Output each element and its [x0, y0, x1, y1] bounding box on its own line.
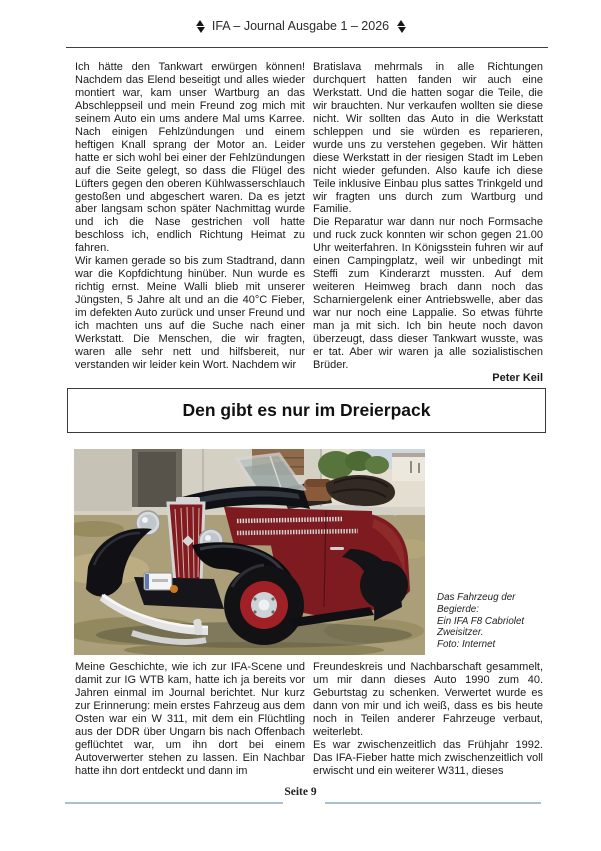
- story1-right-column: [313, 61, 543, 385]
- author-byline: Peter Keil: [492, 371, 543, 384]
- caption-line: Das Fahrzeug der Begierde:: [437, 592, 516, 615]
- header-divider: [66, 47, 548, 48]
- paragraph: Freundeskreis und Nachbarschaft gesammelt, um mir dann dieses Auto 1990 zum 40. Geburtstag zu schenken. Verwertet wurde es dann von mir und ich weiß, dass es bis heute noch in Teilen anderer Fahrzeuge verbaut, weiterlebt.: [313, 661, 543, 738]
- journal-title: IFA – Journal Ausgabe 1 – 2026: [211, 19, 390, 33]
- paragraph: Wir kamen gerade so bis zum Stadtrand, dann war die Kopfdichtung hinüber. Nun wurde es richtig ernst. Meine Walli blieb mit unserer Jüngsten, 5 Jahre alt und an die 40°C Fieber, im defekten Auto zurück und unser Freund und ich machten uns auf die Suche nach einer Werkstatt. Die Menschen, die wir fragten, waren alle sehr nett und hilfsbereit, nur verstanden wir leider kein Wort. Nachdem wir: [75, 255, 305, 371]
- page-footer: [0, 786, 601, 810]
- story2-left-column: [75, 661, 305, 778]
- page-header: [0, 19, 601, 33]
- story1-left-column: [75, 61, 305, 385]
- paragraph: Bratislava mehrmals in alle Richtungen durchquert hatten fanden wir auch eine Werkstatt. Und die hatten sogar die Teile, die wir brauchten. Nur verkaufen wollten sie diese nicht. Wir sollten das Auto in die Werkstatt schleppen und sie würden es reparieren, wurde uns zu verstehen gegeben. Wir hätten diese Werkstatt in der riesigen Stadt im Leben nicht wieder gefunden. Also kaufe ich diese Teile inklusive Einbau plus sattes Trinkgeld und wir fragten uns durch zum Wartburg und Familie.: [313, 61, 543, 216]
- double-triangle-ornament-icon: [396, 20, 406, 33]
- paragraph: Ich hätte den Tankwart erwürgen können! Nachdem das Elend beseitigt und alles wieder montiert war, kam unser Wartburg an das Abschleppseil und mein Freund zog mich mit seinem Auto ein ums andere Mal ums Karree. Nach einigen Fehlzündungen und einem heftigen Knall sprang der Motor an. Leider hatte er sich wohl bei einer der Fehlzündungen auf die Seite gelegt, so dass die Flügel des Lüfters gegen den oberen Kühlwasserschlauch gestoßen und abgeschert waren. Da es jetzt aber langsam schon später Nachmittag wurde und ich die Nase gestrichen voll hatte beschloss ich, endlich Richtung Heimat zu fahren.: [75, 61, 305, 255]
- paragraph: Die Reparatur war dann nur noch Formsache und ruck zuck konnten wir schon gegen 21.00 Uhr weiterfahren. In Königsstein fuhren wir auf einen Campingplatz, weil wir unbedingt mit Steffi zum Kinderarzt mussten. Auf dem weiteren Heimweg brach dann noch das Scharniergelenk einer Antriebswelle, aber das war nur noch eine Lappalie. So etwas führte man ja mit sich. Ich bin heute noch davon überzeugt, dass dieser Tankwart wusste, was er tat. Aber wir waren ja alle sozialistischen Brüder.: [313, 216, 543, 371]
- caption-line: Foto: Internet: [437, 639, 496, 651]
- page-number: Seite 9: [284, 786, 317, 798]
- story1-columns: [75, 61, 543, 385]
- caption-line: Ein IFA F8 Cabriolet Zweisitzer.: [437, 615, 525, 639]
- paragraph: Meine Geschichte, wie ich zur IFA-Scene und damit zur IG WTB kam, hatte ich ja bereits vor Jahren einmal im Journal berichtet. Nur kurz zur Erinnerung: mein erstes Fahrzeug aus dem Osten war ein W 311, mit dem ein Flüchtling aus der DDR über Ungarn bis nach Offenbach geflüchtet war, um ihn dort bei einem Autoverwerter stehen zu lassen. Ein Nachbar hatte ihn dort entdeckt und dann im: [75, 661, 305, 777]
- photo-caption: [437, 592, 533, 651]
- footer-divider-right: [325, 802, 541, 804]
- double-triangle-ornament-icon: [195, 20, 205, 33]
- car-photo-illustration: [74, 449, 425, 655]
- story2-columns: [75, 661, 543, 778]
- story2-headline: Den gibt es nur im Dreierpack: [182, 400, 431, 420]
- paragraph: Es war zwischenzeitlich das Frühjahr 1992. Das IFA-Fieber hatte mich zwischenzeitlich voll erwischt und ein weiterer W311, dieses: [313, 738, 543, 777]
- story2-headline-box: [67, 388, 546, 433]
- car-photo: [74, 449, 425, 655]
- story2-right-column: [313, 661, 543, 778]
- footer-divider-left: [65, 802, 283, 804]
